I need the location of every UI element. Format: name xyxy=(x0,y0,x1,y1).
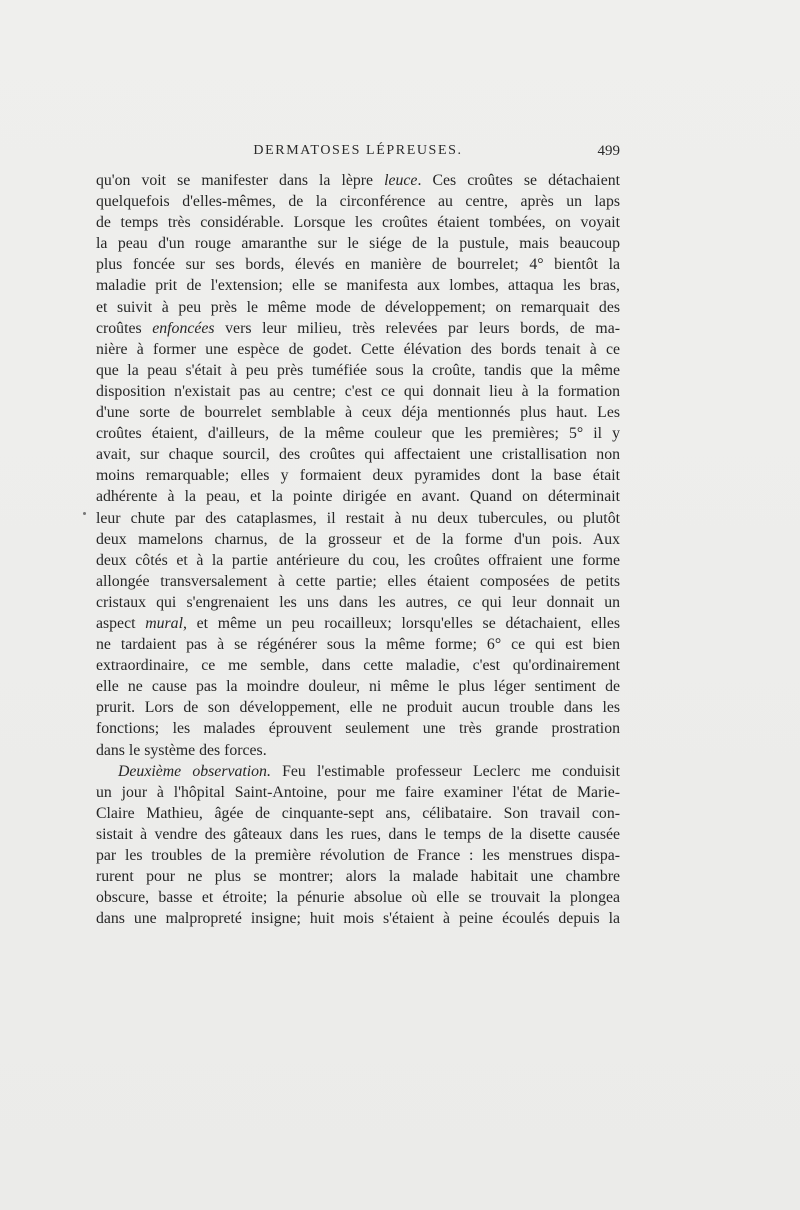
text-segment: fonctions; les malades éprouvent seulement une très grande prostration xyxy=(96,720,620,738)
text-line xyxy=(96,782,620,803)
text-segment: dans une malpropreté insigne; huit mois s'étaient à peine écoulés depuis la xyxy=(96,910,620,928)
text-line xyxy=(96,402,620,423)
text-line xyxy=(96,676,620,697)
text-segment: cristaux qui s'engrenaient les uns dans les autres, ce qui leur donnait un xyxy=(96,593,620,611)
running-title: DERMATOSES LÉPREUSES. xyxy=(253,143,463,158)
body-text xyxy=(96,170,620,929)
text-segment: . Ces croûtes se détachaient xyxy=(417,172,620,189)
text-line xyxy=(96,191,620,212)
text-segment: aspect xyxy=(96,614,146,632)
text-line xyxy=(96,254,620,275)
text-line xyxy=(96,529,620,550)
text-segment: avait, sur chaque sourcil, des croûtes qui affectaient une cristallisation non xyxy=(96,446,620,464)
text-segment: de temps très considérable. Lorsque les croûtes étaient tombées, on voyait xyxy=(96,214,620,232)
text-line xyxy=(96,613,620,634)
text-line xyxy=(96,634,620,655)
text-segment: vers leur milieu, très relevées par leurs bords, de ma- xyxy=(214,319,620,337)
text-line xyxy=(96,465,620,486)
text-segment: elle ne cause pas la moindre douleur, ni même le plus léger sentiment de xyxy=(96,678,620,696)
text-line xyxy=(96,550,620,571)
text-segment: prurit. Lors de son développement, elle ne produit aucun trouble dans les xyxy=(96,699,620,717)
text-line xyxy=(96,697,620,718)
text-segment: que la peau s'était à peu près tuméfiée sous la croûte, tandis que la même xyxy=(96,361,620,379)
text-line xyxy=(96,275,620,296)
text-segment: allongée transversalement à cette partie; elles étaient composées de petits xyxy=(96,572,620,590)
text-segment: rurent pour ne plus se montrer; alors la malade habitait une chambre xyxy=(96,868,620,886)
text-line xyxy=(96,212,620,233)
italic-text: mural xyxy=(145,614,183,632)
text-segment: dans le système des forces. xyxy=(96,741,267,759)
text-segment: leur chute par des cataplasmes, il restait à nu deux tubercules, ou plutôt xyxy=(96,509,620,527)
text-line xyxy=(96,761,620,782)
text-line xyxy=(96,381,620,402)
text-line xyxy=(96,571,620,592)
italic-text: Deuxième observation. xyxy=(118,762,271,780)
text-segment: d'une sorte de bourrelet semblable à ceux déja mentionnés plus haut. Les xyxy=(96,404,620,422)
text-segment: et suivit à peu près le même mode de développement; on remarquait des xyxy=(96,298,620,316)
text-segment: maladie prit de l'extension; elle se manifesta aux lombes, attaqua les bras, xyxy=(96,277,620,295)
text-segment: Claire Mathieu, âgée de cinquante-sept ans, célibataire. Son travail con- xyxy=(96,804,620,822)
text-segment: qu'on voit se manifester dans la lèpre xyxy=(96,172,385,189)
text-line xyxy=(96,444,620,465)
text-segment: nière à former une espèce de godet. Cette élévation des bords tenait à ce xyxy=(96,340,620,358)
text-segment: croûtes xyxy=(96,319,153,337)
text-line xyxy=(96,824,620,845)
text-line xyxy=(96,655,620,676)
text-segment: un jour à l'hôpital Saint-Antoine, pour me faire examiner l'état de Marie- xyxy=(96,783,620,801)
text-segment: extraordinaire, ce me semble, dans cette maladie, c'est qu'ordinairement xyxy=(96,657,620,675)
text-line xyxy=(96,423,620,444)
text-segment: Feu l'estimable professeur Leclerc me conduisit xyxy=(270,762,620,780)
text-segment: , et même un peu rocailleux; lorsqu'elles se détachaient, elles xyxy=(182,614,621,632)
text-line xyxy=(96,740,620,761)
text-line xyxy=(96,318,620,339)
text-line xyxy=(96,486,620,507)
text-line xyxy=(96,297,620,318)
text-segment: adhérente à la peau, et la pointe dirigée en avant. Quand on déterminait xyxy=(96,488,620,506)
text-line xyxy=(96,908,620,929)
text-segment: sistait à vendre des gâteaux dans les rues, dans le temps de la disette causée xyxy=(96,825,620,843)
text-line xyxy=(96,508,620,529)
text-segment: quelquefois d'elles-mêmes, de la circonférence au centre, après un laps xyxy=(96,193,620,211)
text-segment: moins remarquable; elles y formaient deux pyramides dont la base était xyxy=(96,467,620,485)
text-line xyxy=(96,592,620,613)
text-segment: deux mamelons charnus, de la grosseur et de la forme d'un pois. Aux xyxy=(96,530,620,548)
page-header xyxy=(96,143,620,163)
text-line xyxy=(96,170,620,191)
italic-text: leuce xyxy=(384,172,418,189)
page-number: 499 xyxy=(597,143,620,159)
text-segment: deux côtés et à la partie antérieure du cou, les croûtes offraient une forme xyxy=(96,551,620,569)
text-segment: la peau d'un rouge amaranthe sur le siége de la pustule, mais beaucoup xyxy=(96,235,620,253)
italic-text: enfoncées xyxy=(152,319,215,337)
text-line xyxy=(96,360,620,381)
text-line xyxy=(96,233,620,254)
text-segment: plus foncée sur ses bords, élevés en manière de bourrelet; 4° bientôt la xyxy=(96,256,620,274)
margin-dot xyxy=(83,512,86,515)
text-segment: croûtes étaient, d'ailleurs, de la même couleur que les premières; 5° il y xyxy=(96,425,620,443)
text-line xyxy=(96,339,620,360)
text-line xyxy=(96,803,620,824)
text-segment: obscure, basse et étroite; la pénurie absolue où elle se trouvait la plongea xyxy=(96,889,620,907)
text-line xyxy=(96,845,620,866)
text-line xyxy=(96,866,620,887)
text-segment: par les troubles de la première révolution de France : les menstrues dispa- xyxy=(96,847,620,864)
text-segment: disposition n'existait pas au centre; c'est ce qui donnait lieu à la formation xyxy=(96,382,620,400)
text-segment: ne tardaient pas à se régénérer sous la même forme; 6° ce qui est bien xyxy=(96,636,620,654)
text-line xyxy=(96,718,620,739)
text-line xyxy=(96,887,620,908)
